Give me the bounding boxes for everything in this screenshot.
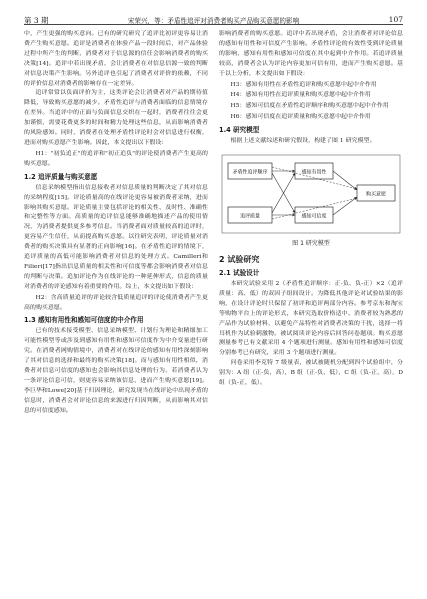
arrow bbox=[333, 171, 357, 190]
paragraph: 根据上述文献综述和研究假设，构建了图 1 研究模型。 bbox=[230, 138, 376, 145]
hypothesis-h3: H3：感知有用性在矛盾性追评和购买意愿中起中介作用 bbox=[230, 81, 377, 88]
label-credibility: 感知可信度 bbox=[301, 213, 327, 220]
hypothesis-h1: H1："初负追正"的追评和"初正追负"的评论使消费者产生更高的购买意愿。 bbox=[24, 150, 208, 167]
section-heading-2: 2 试验研究 bbox=[219, 254, 260, 264]
running-title: 宋荣兴，等：矛盾性追评对消费者购买产品购买意愿的影响 bbox=[127, 17, 300, 25]
hypothesis-h4: H4：感知有用性在追评质量和购买意愿中起中介作用 bbox=[230, 92, 371, 99]
hypothesis-h2: H2：含高质量追评的评论较含低质量追评的评论使消费者产生更高的购买意愿。 bbox=[24, 294, 208, 311]
arrow bbox=[333, 197, 357, 215]
figure-caption: 图 1 研究模型 bbox=[292, 240, 330, 248]
paragraph: 信息采纳模型指出信息接收者对信息质量的判断决定了其对信息的采纳程度[15]。评论质量高的在线评论更容易被消费者采纳，进而影响其购买意愿。评论质量主要包括评论的相关性、及时性、准确性和完整性等方面。高质量的追评信息能够准确地描述产品的使用情况，为消费者提供更多参考信息。当消费者面对质量较高的追评时，更容易产生信任，从而提高购买意愿。以往研究表明，评论质量对消费者的购买决策具有显著的正向影响[16]。在矛盾性追评的情境下，追评质量的高低可能影响消费者对信息的处理方式。Camilleri和Filieri[17]指出信息质量的相关性和可信度等都会影响消费者对信息的判断与决策。追加评论作为在线评论的一种延伸形式，信息的质量对消费者的评论感知有着重要的作用。综上，本文提出如下假设： bbox=[24, 184, 208, 290]
paragraph: 已有的技术接受模型、信息采纳模型、计划行为理论和精细加工可能性模型等或涉及到感知有用性和感知可信度作为中介变量进行研究。在消费者网购情境中，消费者对在线评论的感知有用性深刻影响了其对信息的选择和最终的购买决策[18]。而与感知有用性相似，消费者对信息可信度的感知也会影响其信息处理的行为。若消费者认为一条评论信息可信，则更容易采纳该信息，进而产生购买意愿[19]。李巨华和Lowe[20]基于归因理论，研究发现当在线评论中出现矛盾的信息时，消费者会对评论信息的来源进行归因判断，从而影响其对信息的可信度感知。 bbox=[24, 328, 208, 414]
page-header bbox=[0, 0, 427, 26]
section-heading-1-3: 1.3 感知有用性和感知可信度的中介作用 bbox=[24, 316, 144, 325]
paragraph: 问卷采用李克特 7 级量表，被试被随机分配到四个试验组中，分别为：A 组（正-负，高），B 组（正-负，低），C 组（负-正，高），D 组（负-正，低）。 bbox=[219, 360, 403, 387]
section-heading-1-4: 1.4 研究模型 bbox=[219, 126, 260, 135]
label-usefulness: 感知有用性 bbox=[301, 169, 327, 176]
paragraph: 本研究试验采用 2（矛盾性追评顺序：正-负、负-正）×2（追评质量：高、低）的双因子组间设计。为降低其他评论对试验结果的影响，在设计评论时只保留了初评和追评两部分内容。参考京东和淘宝等购物平台上的评论形式，本研究选取价格适中、消费者较为熟悉的产品作为试验材料，以避免产品特性对消费者决策的干扰，选择一将耳机作为试验刺激物。被试阅读评论内容后回答问卷题项。购买意愿测量参考已有文献采用 4 个题项进行测量。感知有用性和感知可信度分别参考已有研究，采用 3 个题项进行测量。 bbox=[219, 280, 403, 357]
paragraph: 追评常常以负面评价为主，这类评论会让消费者对产品的期待值降低，导致购买意愿的减少。矛盾性追评与消费者面临的信息情境存在差异。当追评中的正面与负面信息交织在一起时，消费者往往会更加谨慎，需要花费更多的时间和精力处理这些信息，从而影响消费者的风险感知。同时，消费者在处理矛盾性评论时会对信息进行权衡，进而对购买意愿产生影响。因此，本文提出以下假设： bbox=[24, 90, 208, 146]
hypothesis-h6: H6：感知可信度在追评质量和购买意愿中起中介作用 bbox=[230, 114, 371, 121]
section-heading-1-2: 1.2 追评质量与购买意愿 bbox=[24, 172, 98, 181]
label-review-quality: 追评质量 bbox=[239, 213, 261, 220]
left-column bbox=[24, 30, 208, 417]
research-model-diagram bbox=[219, 151, 403, 237]
research-model-figure bbox=[219, 151, 403, 237]
label-purchase-intention: 购买意愿 bbox=[365, 191, 387, 198]
issue-number: 第 3 期 bbox=[24, 16, 49, 25]
right-column bbox=[219, 30, 403, 389]
page-number: 107 bbox=[388, 15, 403, 24]
label-ambivalent-order: 矛盾性追评顺序 bbox=[232, 169, 268, 176]
paragraph: 中，产生更强的购买意向。已有的研究研究了追评比初评更容易让消费产生购买意愿。追评是消费者在体验产品一段时间后，对产品体验过程中所产生的判断，消费者对于信息源的信任会影响消费者的购买决策[14]。追评中若出现矛盾，会让消费者在对信息信源一致的判断对信息决策产生影响。另外追评也引起了消费者对评价的依赖，不同的评价信息对消费者的影响存在一定差异。 bbox=[24, 31, 208, 87]
header-rule bbox=[24, 24, 403, 25]
paragraph: 影响消费者的购买意愿。追评中若出现矛盾，会让消费者对评论信息的感知有用性和可信度产生影响。矛盾性评论的有效性受到评论质量的影响，感知有用性和感知可信度在其中起到中介作用。若追评质量较高，消费者会认为评论内容更加可信有用，进而产生购买意愿。基于以上分析，本文提出如下假设： bbox=[219, 31, 403, 77]
section-heading-2-1: 2.1 试验设计 bbox=[219, 268, 260, 277]
hypothesis-h5: H5：感知可信度在矛盾性追评顺序和购买意愿中起中介作用 bbox=[230, 103, 389, 110]
